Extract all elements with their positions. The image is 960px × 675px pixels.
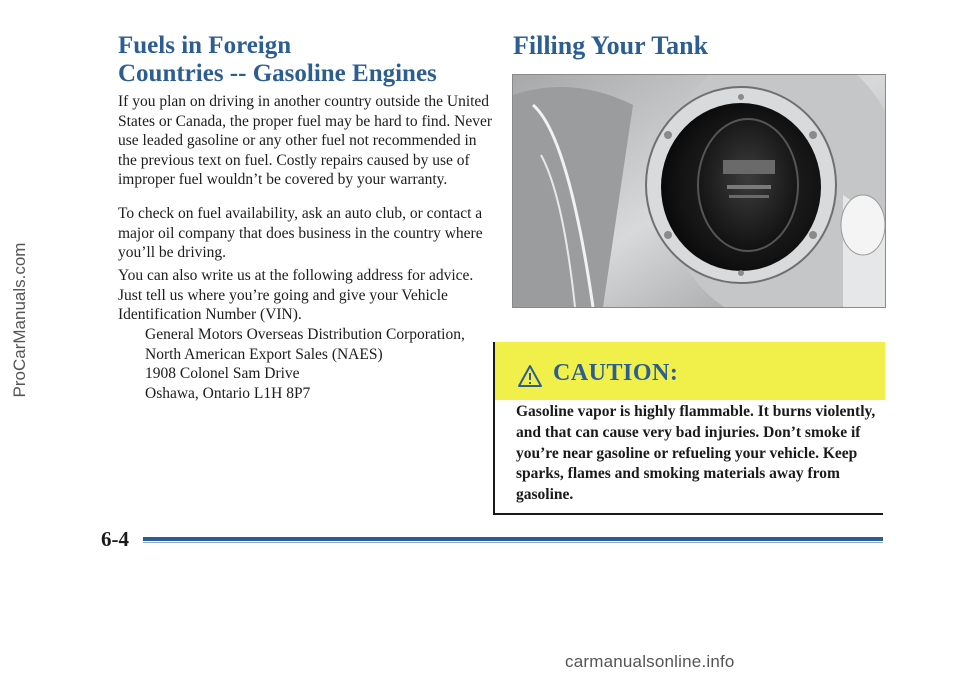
footer-rule-thin: [143, 542, 883, 543]
address-line: 1908 Colonel Sam Drive: [145, 365, 300, 383]
caution-left-rule: [493, 342, 495, 513]
side-watermark-text: ProCarManuals.com: [10, 242, 29, 398]
caution-box: [493, 338, 883, 515]
caution-header-bar: [493, 342, 885, 400]
paragraph-fuel-abroad: If you plan on driving in another country outside the United States or Canada, the proper fuel may be hard to find. Never use leaded gasoline or any other fuel not recommended in the previous text on fuel. Costly repairs caused by use of improper fuel wouldn’t be covered by your warranty.: [118, 93, 493, 189]
address-line: North American Export Sales (NAES): [145, 345, 383, 363]
section-title-line2: Countries -- Gasoline Engines: [118, 60, 437, 87]
fuel-door-photo: [512, 74, 886, 308]
caution-label: CAUTION:: [553, 360, 679, 386]
side-watermark: [5, 60, 33, 580]
bottom-watermark: carmanualsonline.info: [565, 652, 735, 671]
warning-triangle-icon: [517, 364, 543, 388]
section-title-line1: Fuels in Foreign: [118, 32, 292, 59]
address-line: General Motors Overseas Distribution Corporation,: [145, 326, 465, 343]
address-line: Oshawa, Ontario L1H 8P7: [145, 384, 311, 402]
paragraph-write-us: You can also write us at the following address for advice. Just tell us where you’re going and give your Vehicle Identification Number (VIN).: [118, 267, 474, 324]
mailing-address: [145, 325, 505, 403]
paragraph-fuel-availability: To check on fuel availability, ask an auto club, or contact a major oil company that does business in the country where you’ll be driving.: [118, 205, 483, 262]
page-number: 6-4: [101, 527, 129, 551]
caution-text: Gasoline vapor is highly flammable. It burns violently, and that can cause very bad injuries. Don’t smoke if you’re near gasoline or refueling your vehicle. Keep sparks, flames and smoking materials away from gasoline.: [516, 403, 876, 504]
filling-tank-title: Filling Your Tank: [513, 31, 709, 60]
footer-rule: [143, 537, 883, 541]
